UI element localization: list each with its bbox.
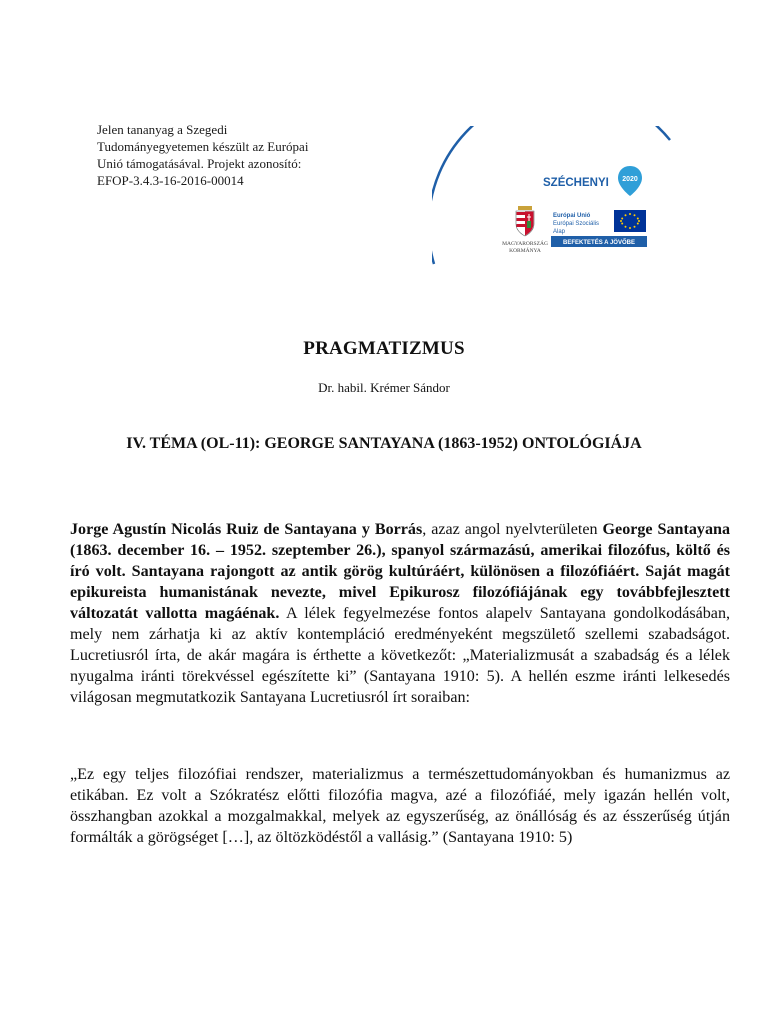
document-author: Dr. habil. Krémer Sándor bbox=[318, 380, 450, 395]
document-subtitle: IV. TÉMA (OL-11): GEORGE SANTAYANA (1863-1952) ONTOLÓGIÁJA bbox=[126, 435, 642, 452]
szechenyi-text: SZÉCHENYI bbox=[543, 177, 609, 189]
pin-year: 2020 bbox=[622, 176, 638, 183]
project-notice bbox=[97, 121, 347, 189]
body-text-segment: , azaz angol nyelvterületen bbox=[422, 521, 603, 538]
gov-line-2: KORMÁNYA bbox=[509, 248, 541, 254]
body-bold-name: Jorge Agustín Nicolás Ruiz de Santayana y Borrás bbox=[70, 521, 423, 538]
document-title: PRAGMATIZMUS bbox=[303, 338, 465, 359]
banner-text: BEFEKTETÉS A JÖVŐBE bbox=[563, 240, 635, 246]
location-pin-icon bbox=[618, 166, 642, 196]
eu-line-3: Alap bbox=[553, 229, 566, 235]
notice-line: Unió támogatásával. Projekt azonosító: bbox=[97, 156, 302, 171]
body-bold-intro: George Santayana (1863. december 16. – 1952. szeptember 26.), spanyol származású, amerikai filozófus, költő és író volt. Santayana rajongott az antik görög kultúráért, különösen a filozófiáért. Saját magát epikureista humanistának nevezte, mivel Epikurosz filozófiájának egy továbbfejlesztett változatát vallotta magáénak. bbox=[70, 521, 730, 622]
notice-line: Jelen tananyag a Szegedi bbox=[97, 122, 228, 137]
gov-line-1: MAGYARORSZÁG bbox=[502, 241, 548, 247]
eu-flag-icon bbox=[614, 210, 646, 232]
body-text-segment: A lélek fegyelmezése fontos alapelv Santayana gondolkodásában, mely nem zárhatja ki az aktív kontempláció eredményeként megszülető szellemi szabadságot. Lucretiusról írta, de akár magára is érthette a következőt: „Materializmusát a szabadság és a lélek nyugalma iránti törekvéssel egészítette ki” (Santayana 1910: 5). A hellén eszme iránti lelkesedés világosan megmutatkozik Santayana Lucretiusról írt soraiban: bbox=[70, 605, 731, 706]
coat-of-arms-icon bbox=[516, 206, 534, 236]
notice-line: EFOP-3.4.3-16-2016-00014 bbox=[97, 173, 244, 188]
szechenyi-2020-logo bbox=[432, 126, 672, 268]
quote-paragraph: „Ez egy teljes filozófiai rendszer, materializmus a természettudományokban és humanizmus az etikában. Ez volt a Szókratész előtti filozófia magva, azé a filozófiáé, mely igazán hellén volt, összhangban azokkal a mozgalmakkal, melyek az egyszerűség, az önállóság és az ésszerűség útján formálták a görögséget […], az öltözködéstől a vallásig.” (Santayana 1910: 5) bbox=[70, 766, 730, 846]
eu-line-2: Európai Szociális bbox=[553, 221, 600, 227]
eu-line-1: Európai Unió bbox=[553, 213, 591, 219]
notice-line: Tudományegyetemen készült az Európai bbox=[97, 139, 309, 154]
body-paragraph bbox=[70, 519, 730, 708]
funding-logo bbox=[432, 126, 672, 268]
